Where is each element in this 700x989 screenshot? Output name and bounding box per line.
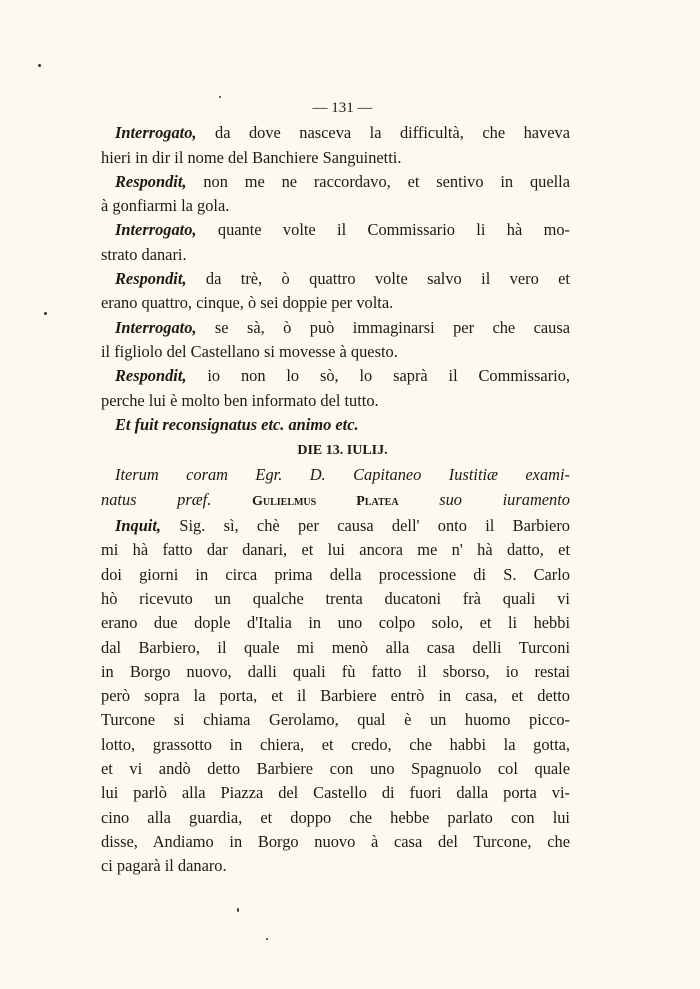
text-line (115, 463, 570, 487)
text-span: da dove nasceva la difficultà, che haveva (196, 123, 570, 143)
text-line (101, 684, 570, 708)
text-line (115, 437, 570, 463)
text-line (101, 806, 570, 830)
text-line (101, 587, 570, 611)
text-line (101, 340, 570, 364)
text-span: disse, Andiamo in Borgo nuovo à casa del Turcone, che (101, 831, 570, 851)
text-span: Interrogato, (115, 220, 197, 240)
text-line (101, 757, 570, 781)
page-number: — 131 — (312, 100, 373, 116)
text-span: et vi andò detto Barbiere con uno Spagnuolo col quale (101, 759, 570, 779)
page-text (101, 96, 570, 879)
text-span: natus præf. (101, 489, 252, 509)
text-span: il figliolo del Castellano si movesse à questo. (101, 341, 398, 361)
ink-speck (266, 938, 268, 940)
ink-speck (44, 312, 47, 315)
text-line (115, 316, 570, 340)
text-line (101, 389, 570, 413)
text-line (101, 830, 570, 854)
text-span: io non lo sò, lo saprà il Commissario, (186, 366, 570, 386)
text-line (115, 170, 570, 194)
text-span: hieri in dir il nome del Banchiere Sanguinetti. (101, 147, 402, 167)
text-line (101, 854, 570, 878)
text-span: lui parlò alla Piazza del Castello di fuori dalla porta vi- (101, 783, 570, 803)
text-span: Gulielmus Platea (251, 493, 399, 509)
text-span: DIE 13. IULIJ. (297, 443, 388, 459)
text-line (101, 291, 570, 315)
text-line (101, 781, 570, 805)
text-line (115, 364, 570, 388)
text-line (115, 514, 570, 538)
text-line (101, 611, 570, 635)
text-span: Respondit, (115, 269, 187, 289)
text-span: Respondit, (115, 366, 187, 386)
text-span: in Borgo nuovo, dalli quali fù fatto il sborso, io restai (101, 661, 570, 681)
text-span: Inquit, (115, 516, 162, 536)
text-span: strato danari. (101, 244, 187, 264)
text-span: Interrogato, (115, 317, 197, 337)
text-span: non me ne raccordavo, et sentivo in quella (186, 171, 570, 191)
text-span: da trè, ò quattro volte salvo il vero et (186, 269, 570, 289)
text-span: Respondit, (115, 171, 187, 191)
text-line (115, 218, 570, 242)
text-span: à gonfiarmi la gola. (101, 196, 230, 216)
ink-speck (219, 96, 221, 98)
text-span: Interrogato, (115, 123, 197, 143)
text-span: Et fuit reconsignatus etc. animo etc. (115, 414, 359, 434)
text-span: erano quattro, cinque, ò sei doppie per volta. (101, 293, 394, 313)
text-line (101, 733, 570, 757)
text-span: suo iuramento (398, 489, 570, 509)
text-lines (101, 121, 570, 878)
text-span: perche lui è molto ben informato del tutto. (101, 390, 379, 410)
ink-speck (38, 64, 41, 67)
text-line (101, 146, 570, 170)
ink-speck (237, 908, 239, 912)
text-span: doi giorni in circa prima della processione di S. Carlo (101, 564, 570, 584)
text-span: hò ricevuto un qualche trenta ducatoni frà quali vi (101, 588, 570, 608)
text-line (101, 636, 570, 660)
text-span: se sà, ò può immaginarsi per che causa (196, 317, 570, 337)
text-span: erano due dople d'Italia in uno colpo solo, et li hebbi (101, 613, 570, 633)
text-line (101, 538, 570, 562)
text-line (115, 121, 570, 145)
text-line (115, 413, 570, 437)
text-line (101, 488, 570, 514)
text-span: Turcone si chiama Gerolamo, qual è un huomo picco- (101, 710, 570, 730)
text-span: Iterum coram Egr. D. Capitaneo Iustitiæ exami- (115, 465, 570, 485)
text-span: quante volte il Commissario li hà mo- (196, 220, 570, 240)
text-span: dal Barbiero, il quale mi menò alla casa delli Turconi (101, 637, 570, 657)
text-span: cino alla guardia, et doppo che hebbe parlato con lui (101, 807, 570, 827)
text-span: però sopra la porta, et il Barbiere entrò in casa, et detto (101, 686, 570, 706)
text-line (115, 267, 570, 291)
text-line (101, 243, 570, 267)
text-span: lotto, grassotto in chiera, et credo, che habbi la gotta, (101, 734, 570, 754)
text-line (101, 708, 570, 732)
text-span: mi hà fatto dar danari, et lui ancora me n' hà datto, et (101, 540, 570, 560)
text-span: Sig. sì, chè per causa dell' onto il Barbiero (161, 516, 570, 536)
text-span: ci pagarà il danaro. (101, 856, 227, 876)
text-line (101, 660, 570, 684)
text-line (101, 194, 570, 218)
text-line (101, 563, 570, 587)
